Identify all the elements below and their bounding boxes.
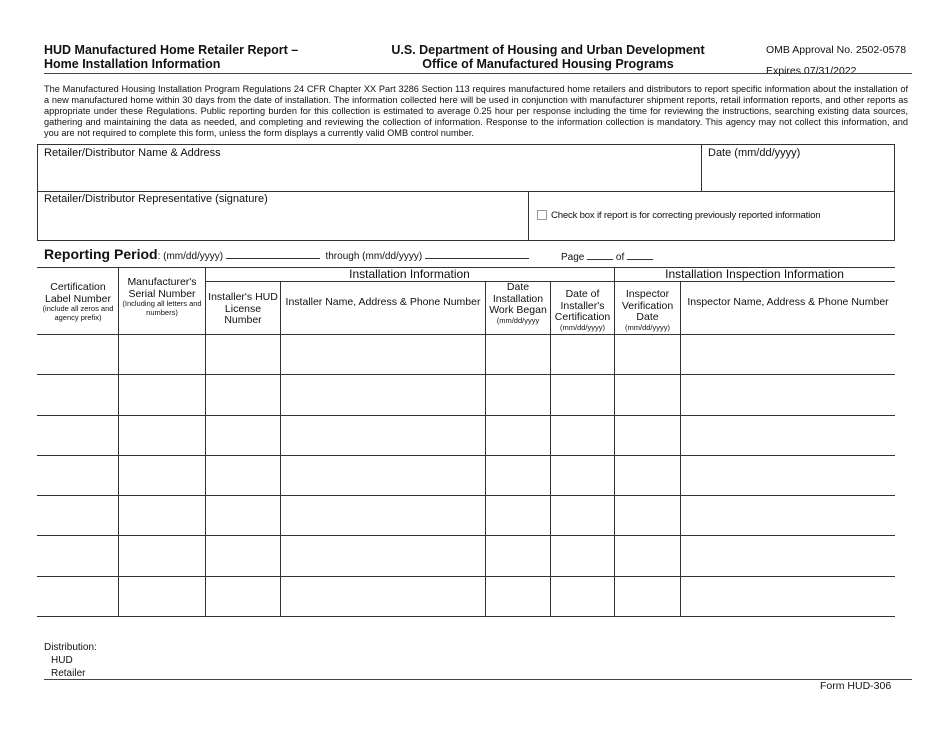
department-heading (330, 43, 766, 71)
page-total-input[interactable] (627, 250, 653, 260)
representative-signature-field[interactable]: Retailer/Distributor Representative (signature) (44, 193, 268, 205)
page-counter (561, 250, 653, 263)
box-divider (38, 191, 894, 192)
col-certification-date (551, 289, 614, 332)
col-verification-date (615, 289, 680, 332)
department-line2: Office of Manufactured Housing Programs (422, 57, 674, 71)
intro-paragraph: The Manufactured Housing Installation Program Regulations 24 CFR Chapter XX Part 3286 Section 113 requires manufactured home retailers and distributors to report specific information about the installation of a new manufactured home within 30 days from the date of installation. The information collected here will be used in conjunction with manufacturer shipment reports, retail information reports, and other reports as appropriate under these Regulations. Public reporting burden for this collection is estimated to average 0.25 hour per response including the time for reviewing the instructions, searching existing data sources, gathering and maintaining the data as needed, and completing and reviewing the collection of information. Response to the information collection is mandatory. This agency may not collect this information, and you are not required to complete this form, unless the form displays a currently valid OMB control number. (44, 84, 908, 138)
form-title-line1: HUD Manufactured Home Retailer Report – (44, 43, 299, 57)
date-field[interactable]: Date (mm/dd/yyyy) (708, 147, 801, 159)
table-rule (37, 576, 895, 577)
reporting-period-label: Reporting Period (44, 246, 158, 262)
table-rule (205, 267, 206, 617)
correction-checkbox-label: Check box if report is for correcting previously reported information (551, 210, 821, 221)
col-certification-label (39, 282, 117, 322)
period-from-label: : (mm/dd/yyyy) (157, 251, 224, 262)
retailer-name-field[interactable]: Retailer/Distributor Name & Address (44, 147, 221, 159)
page-number-input[interactable] (587, 250, 613, 260)
col-serial-number (120, 277, 204, 317)
distribution-label: Distribution: (44, 642, 97, 653)
form-title (44, 43, 298, 71)
omb-approval: OMB Approval No. 2502-0578 (766, 44, 907, 56)
col-certification-date-text: Date of Installer's Certification (554, 288, 611, 323)
table-rule (37, 535, 895, 536)
col-date-began-note: (mm/dd/yyyy (496, 315, 540, 325)
col-serial-number-note: (Including all letters and numbers) (122, 299, 202, 317)
col-certification-label-note: (include all zeros and agency prefix) (42, 304, 114, 322)
expiration-date: Expires 07/31/2022 (766, 65, 857, 77)
reporting-period (44, 246, 529, 262)
correction-checkbox[interactable] (537, 210, 547, 220)
col-verification-date-note: (mm/dd/yyyy) (625, 322, 670, 332)
col-installer-name: Installer Name, Address & Phone Number (285, 296, 481, 308)
group-installation-info: Installation Information (349, 267, 470, 281)
table-rule (37, 495, 895, 496)
col-date-began (486, 282, 550, 325)
of-label: of (615, 252, 625, 263)
retailer-info-box (37, 144, 895, 241)
table-rule (37, 455, 895, 456)
distribution-hud: HUD (51, 655, 73, 666)
col-certification-label-text: Certification Label Number (45, 281, 111, 305)
table-rule (680, 281, 681, 617)
footer-rule (44, 679, 912, 680)
period-through-label: through (mm/dd/yyyy) (325, 251, 423, 262)
table-rule (37, 334, 895, 335)
col-serial-number-text: Manufacturer's Serial Number (127, 276, 197, 300)
distribution-list (44, 641, 97, 680)
period-through-input[interactable] (425, 249, 529, 259)
col-certification-date-note: (mm/dd/yyyy) (560, 322, 605, 332)
distribution-retailer: Retailer (51, 668, 86, 679)
form-title-line2: Home Installation Information (44, 57, 221, 71)
installation-table (37, 267, 895, 617)
table-rule (280, 281, 281, 617)
page-label: Page (561, 252, 585, 263)
col-verification-date-text: Inspector Verification Date (621, 288, 674, 323)
table-rule (37, 374, 895, 375)
table-rule (37, 415, 895, 416)
col-date-began-text: Date Installation Work Began (489, 281, 547, 316)
table-rule (485, 281, 486, 617)
box-divider (528, 191, 529, 241)
col-license-number: Installer's HUD License Number (208, 291, 278, 326)
department-line1: U.S. Department of Housing and Urban Development (391, 43, 705, 57)
group-inspection-info: Installation Inspection Information (665, 267, 844, 281)
period-from-input[interactable] (226, 249, 320, 259)
box-divider (701, 145, 702, 191)
table-rule (118, 267, 119, 617)
form-number: Form HUD-306 (820, 680, 892, 692)
col-inspector-name: Inspector Name, Address & Phone Number (687, 296, 889, 308)
header-rule (44, 73, 912, 74)
table-rule (37, 616, 895, 617)
